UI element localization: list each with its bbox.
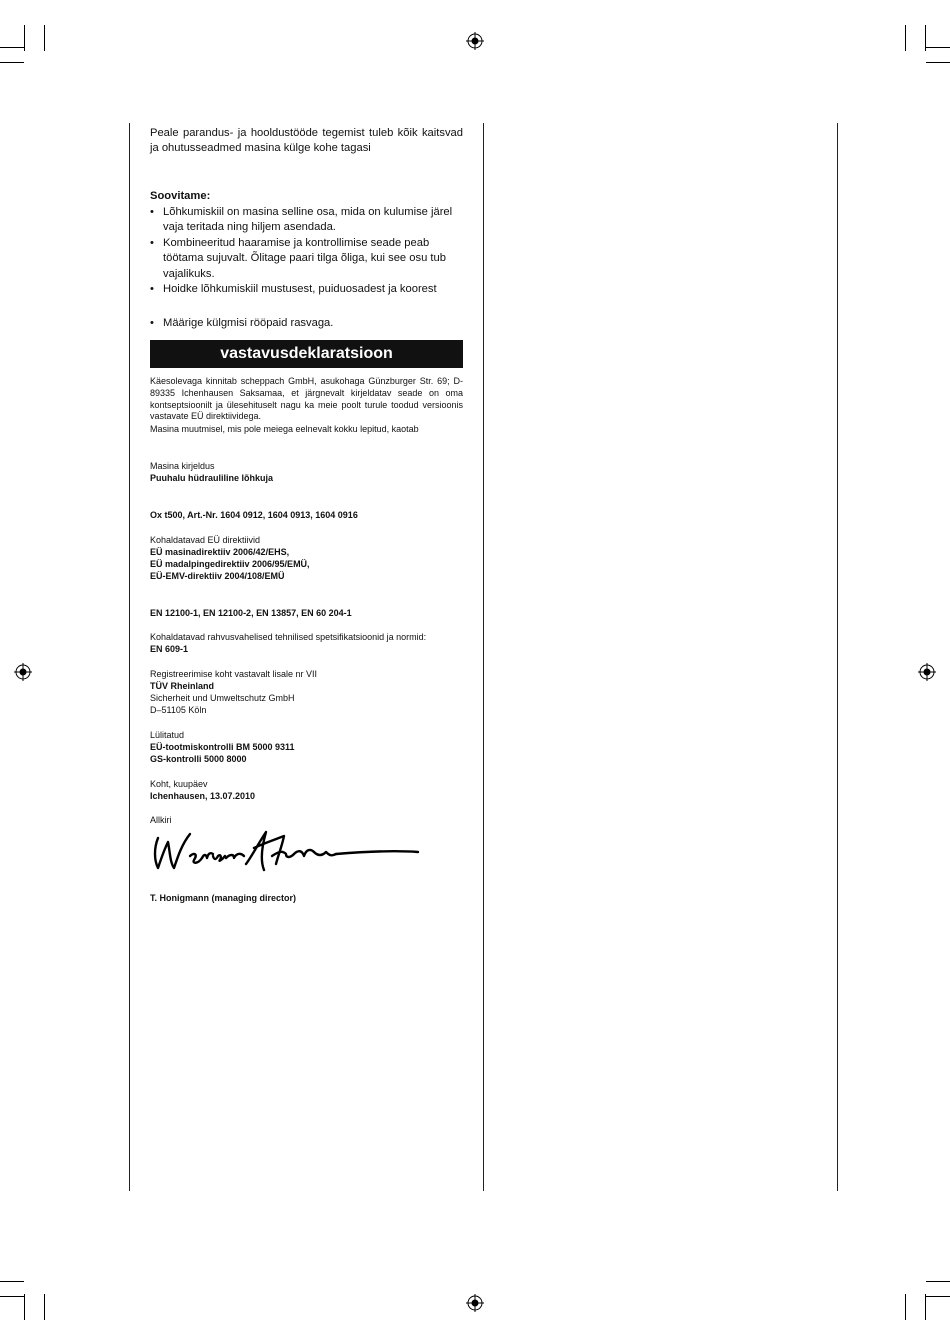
crop-mark [926, 47, 950, 48]
column-rule [483, 123, 484, 1191]
linked-label: Lülitatud [150, 730, 185, 740]
intro-paragraph: Peale parandus- ja hooldustööde tegemist tuleb kõik kaitsvad ja ohutusseadmed masina külge kohe tagasi [150, 127, 463, 155]
recommend-title: Soovitame: [150, 190, 211, 202]
linked-item: GS-kontrolli 5000 8000 [150, 754, 247, 764]
list-item: • Kombineeritud haaramise ja kontrollimise seade peab töötama sujuvalt. Õlitage paari tilga õliga, kui see osu tub vajalikuks. [150, 236, 463, 282]
linked-item: EÜ-tootmiskontrolli BM 5000 9311 [150, 742, 295, 752]
list-item: • Hoidke lõhkumiskiil mustusest, puiduosadest ja koorest [150, 282, 463, 297]
signature-label: Allkiri [150, 815, 172, 825]
directive-item: EÜ madalpingedirektiiv 2006/95/EMÜ, [150, 559, 310, 569]
crop-mark [24, 1294, 25, 1320]
declaration-paragraph-2: Masina muutmisel, mis pole meiega eelnevalt kokku lepitud, kaotab [150, 424, 419, 434]
model-line: Ox t500, Art.-Nr. 1604 0912, 1604 0913, 1604 0916 [150, 510, 358, 520]
list-item: • Lõhkumiskiil on masina selline osa, mida on kulumise järel vaja teritada ning hiljem asendada. [150, 205, 463, 236]
column-rule [837, 123, 838, 1191]
crop-mark [905, 25, 906, 51]
signature-icon [150, 826, 425, 876]
directives-label: Kohaldatavad EÜ direktiivid [150, 535, 261, 545]
crop-mark [926, 1296, 950, 1297]
intl-label: Kohaldatavad rahvusvahelised tehnilised spetsifikatsioonid ja normid: [150, 632, 427, 642]
crop-mark [24, 25, 25, 51]
reg-city: D–51105 Köln [150, 705, 207, 715]
crop-mark [926, 1281, 950, 1282]
crop-mark [925, 25, 926, 51]
crop-mark [0, 1296, 24, 1297]
crop-mark [44, 1294, 45, 1320]
section-banner: vastavusdeklaratsioon [150, 340, 463, 368]
registration-mark-icon [466, 1294, 484, 1312]
place-label: Koht, kuupäev [150, 779, 208, 789]
reg-label: Registreerimise koht vastavalt lisale nr VII [150, 669, 318, 679]
recommend-list-last [150, 316, 463, 331]
crop-mark [0, 47, 24, 48]
directive-item: EÜ masinadirektiiv 2006/42/EHS, [150, 547, 290, 557]
reg-org: TÜV Rheinland [150, 681, 215, 691]
crop-mark [0, 62, 24, 63]
crop-mark [925, 1294, 926, 1320]
registration-mark-icon [14, 663, 32, 681]
column-rule [129, 123, 130, 1191]
standards-line: EN 12100-1, EN 12100-2, EN 13857, EN 60 204-1 [150, 608, 352, 618]
intl-value: EN 609-1 [150, 644, 189, 654]
machine-value: Puuhalu hüdrauliline lõhkuja [150, 473, 274, 483]
directive-item: EÜ-EMV-direktiiv 2004/108/EMÜ [150, 571, 285, 581]
signatory-name: T. Honigmann (managing director) [150, 893, 297, 903]
crop-mark [926, 62, 950, 63]
place-value: Ichenhausen, 13.07.2010 [150, 791, 256, 801]
machine-label: Masina kirjeldus [150, 461, 215, 471]
crop-mark [44, 25, 45, 51]
reg-org-2: Sicherheit und Umweltschutz GmbH [150, 693, 295, 703]
registration-mark-icon [466, 32, 484, 50]
list-item: • Määrige külgmisi rööpaid rasvaga. [150, 316, 463, 331]
declaration-paragraph: Käesolevaga kinnitab scheppach GmbH, asukohaga Günzburger Str. 69; D-89335 Ichenhausen Saksamaa, et järgnevalt kirjeldatav seade on oma kontseptsioonilt ja ülesehituselt nagu ka meie poolt turule toodud versioonis vastavate EÜ direktiividega. [150, 376, 463, 422]
crop-mark [905, 1294, 906, 1320]
registration-mark-icon [918, 663, 936, 681]
crop-mark [0, 1281, 24, 1282]
recommend-list [150, 205, 463, 297]
